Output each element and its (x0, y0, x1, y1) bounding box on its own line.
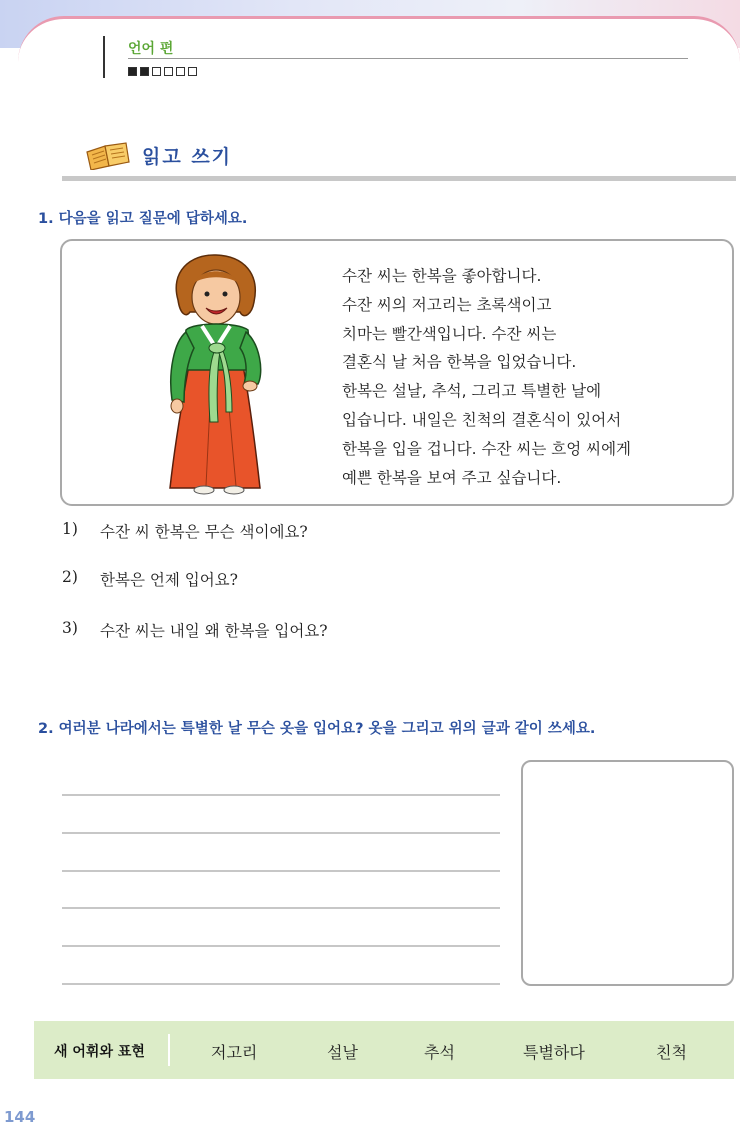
progress-square (188, 67, 197, 76)
sub-question-number: 1) (62, 520, 78, 538)
passage-line: 치마는 빨간색입니다. 수잔 씨는 (342, 324, 557, 343)
sub-question (62, 619, 328, 641)
sub-question-text: 수잔 씨 한복은 무슨 색이에요? (100, 523, 308, 541)
progress-square (128, 67, 137, 76)
chapter-divider (103, 36, 105, 78)
question-2-title: 2. 여러분 나라에서는 특별한 날 무슨 옷을 입어요? 옷을 그리고 위의 글과 같이 쓰세요. (38, 721, 596, 737)
sub-question-number: 3) (62, 619, 78, 637)
writing-line[interactable] (62, 983, 500, 985)
section-title: 읽고 쓰기 (142, 145, 233, 168)
vocabulary-word: 특별하다 (523, 1043, 585, 1062)
progress-square (176, 67, 185, 76)
sub-question-number: 2) (62, 568, 78, 586)
writing-line[interactable] (62, 794, 500, 796)
section-header (84, 140, 232, 170)
writing-line[interactable] (62, 945, 500, 947)
chapter-title: 언어 편 (128, 41, 174, 57)
vocabulary-word: 친척 (656, 1043, 687, 1062)
chapter-rule (128, 58, 688, 59)
vocabulary-word: 저고리 (211, 1043, 258, 1062)
sub-question (62, 520, 308, 542)
passage-line: 결혼식 날 처음 한복을 입었습니다. (342, 353, 577, 372)
vocabulary-label: 새 어휘와 표현 (54, 1044, 145, 1060)
progress-square (164, 67, 173, 76)
woman-in-hanbok-illustration (160, 252, 270, 497)
passage-line: 수잔 씨는 한복을 좋아합니다. (342, 267, 542, 285)
progress-squares (128, 67, 197, 76)
passage-line: 한복을 입을 겁니다. 수잔 씨는 흐엉 씨에게 (342, 439, 632, 458)
vocabulary-separator (168, 1034, 170, 1066)
progress-square (140, 67, 149, 76)
writing-line[interactable] (62, 832, 500, 834)
passage-line: 한복은 설날, 추석, 그리고 특별한 날에 (342, 382, 602, 401)
reading-passage (342, 262, 702, 492)
writing-line[interactable] (62, 907, 500, 909)
vocabulary-word: 설날 (327, 1043, 358, 1062)
writing-line[interactable] (62, 870, 500, 872)
passage-line: 예쁜 한복을 보여 주고 싶습니다. (342, 468, 562, 487)
passage-line: 입습니다. 내일은 친척의 결혼식이 있어서 (342, 410, 622, 429)
progress-square (152, 67, 161, 76)
page-number: 144 (4, 1108, 36, 1126)
question-1-title: 1. 다음을 읽고 질문에 답하세요. (38, 211, 248, 227)
passage-line: 수잔 씨의 저고리는 초록색이고 (342, 295, 552, 314)
sub-question-text: 한복은 언제 입어요? (100, 571, 238, 589)
drawing-box[interactable] (521, 760, 734, 986)
sub-question (62, 568, 238, 590)
sub-question-text: 수잔 씨는 내일 왜 한복을 입어요? (100, 622, 328, 640)
open-book-icon (84, 140, 130, 170)
section-rule (62, 176, 736, 181)
vocabulary-word: 추석 (424, 1043, 455, 1062)
